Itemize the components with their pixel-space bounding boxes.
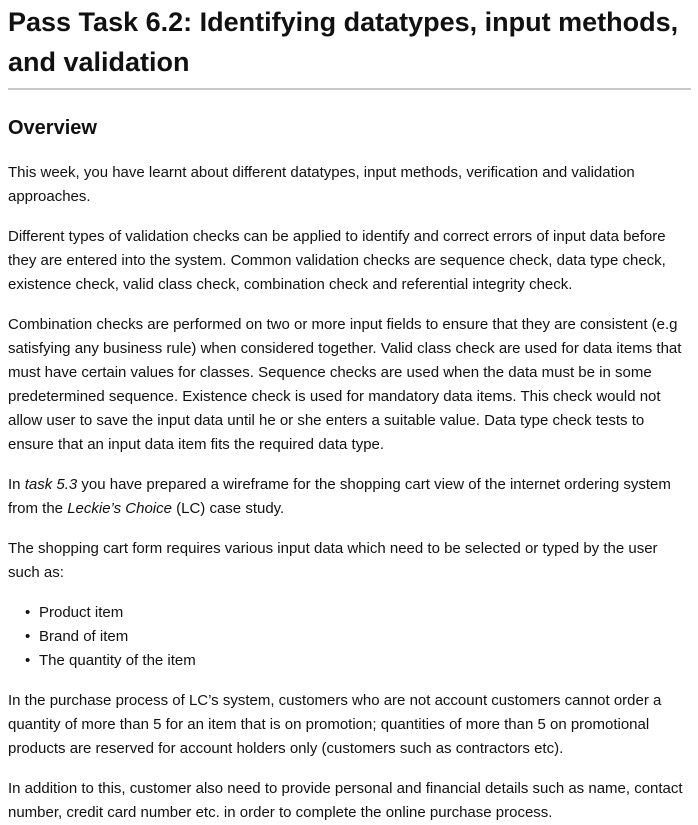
list-item: • Product item [25, 601, 691, 625]
input-data-list [8, 601, 691, 673]
task-ref-mid: you have prepared a wireframe for the shopping cart view of the internet ordering system from the [8, 476, 671, 517]
task-ref-post: (LC) case study. [171, 500, 285, 517]
shopping-cart-paragraph: The shopping cart form requires various input data which need to be selected or typed by the user such as: [8, 540, 658, 581]
intro-paragraph: This week, you have learnt about different datatypes, input methods, verification and validation approaches. [8, 164, 635, 205]
list-item: • The quantity of the item [25, 649, 691, 673]
validation-checks-paragraph: Different types of validation checks can be applied to identify and correct errors of input data before they are entered into the system. Common validation checks are sequence check, data type check, existence check, valid class check, combination check and referential integrity check. [8, 228, 666, 293]
personal-details-paragraph: In addition to this, customer also need to provide personal and financial details such as name, contact number, credit card number etc. in order to complete the online purchase process. [8, 780, 683, 821]
page-title: Pass Task 6.2: Identifying datatypes, input methods, and validation [8, 0, 691, 90]
task-ref-link: task 5.3 [24, 476, 78, 493]
task-reference-paragraph [8, 473, 691, 521]
bullet-icon: • [25, 652, 31, 669]
bullet-icon: • [25, 628, 31, 645]
overview-heading: Overview [8, 117, 97, 139]
bullet-icon: • [25, 604, 31, 621]
task-ref-pre: In [8, 476, 25, 493]
list-item: • Brand of item [25, 625, 691, 649]
purchase-rule-paragraph: In the purchase process of LC’s system, customers who are not account customers cannot order a quantity of more than 5 for an item that is on promotion; quantities of more than 5 on promotional products are reserved for account holders only (customers such as contractors etc). [8, 692, 662, 757]
case-study-name: Leckie’s Choice [67, 500, 172, 517]
check-descriptions-paragraph: Combination checks are performed on two or more input fields to ensure that they are consistent (e.g satisfying any business rule) when considered together. Valid class check are used for data items that must have certain values for classes. Sequence checks are used when the data must be in some predetermined sequence. Existence check is used for mandatory data items. This check would not allow user to save the input data until he or she enters a suitable value. Data type check tests to ensure that an input data item fits the required data type. [8, 316, 682, 453]
